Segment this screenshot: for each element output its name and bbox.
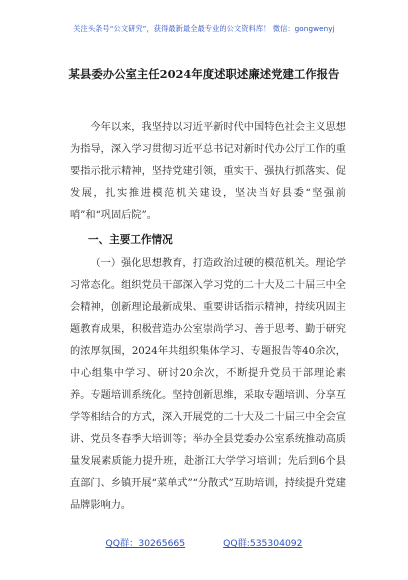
top-banner: 关注头条号“公文研究”，获得最新最全最专业的公文资料库！ 微信：gongwenyj — [73, 24, 335, 33]
qq-group-1: QQ群：30265665 — [105, 538, 186, 549]
document-title: 某县委办公室主任2024年度述职述廉述党建工作报告 — [68, 67, 340, 81]
section-heading: 一、主要工作情况 — [88, 234, 173, 246]
section-body-paragraph: （一）强化思想教育，打造政治过硬的模范机关。理论学习常态化。组织党员干部深入学习党的二十大及二十届三中全会精神，创新理论最新成果、重要讲话指示精神，持续巩固主题教育成果，积极营造办公室崇尚学习、善于思考、勤于研究的浓厚氛围，2024年共组织集体学习、专题报告等40余次，中心组集中学习、研讨20余次，不断提升党员干部理论素养。专题培训系统化。坚持创新思维，采取专题培训、分享互学等相结合的方式，深入开展党的二十大及二十届三中全会宣讲、党员冬春季大培训等；举办全县党委办公室系统推动高质量发展素质能力提升班，赴浙江大学学习培训；先后到6个县直部门、乡镇开展“菜单式”“分散式”互助培训，持续提升党建品牌影响力。 — [70, 258, 346, 511]
qq-group-2: QQ群:535304092 — [223, 538, 303, 549]
footer-qq-groups — [0, 535, 408, 549]
intro-paragraph: 今年以来，我坚持以习近平新时代中国特色社会主义思想为指导，深入学习贯彻习近平总书记对新时代办公厅工作的重要指示批示精神，坚持党建引领，重实干、强执行抓落实、促发展，扎实推进模范机关建设，坚决当好县委“坚强前哨”和“巩固后院”。 — [70, 122, 346, 221]
